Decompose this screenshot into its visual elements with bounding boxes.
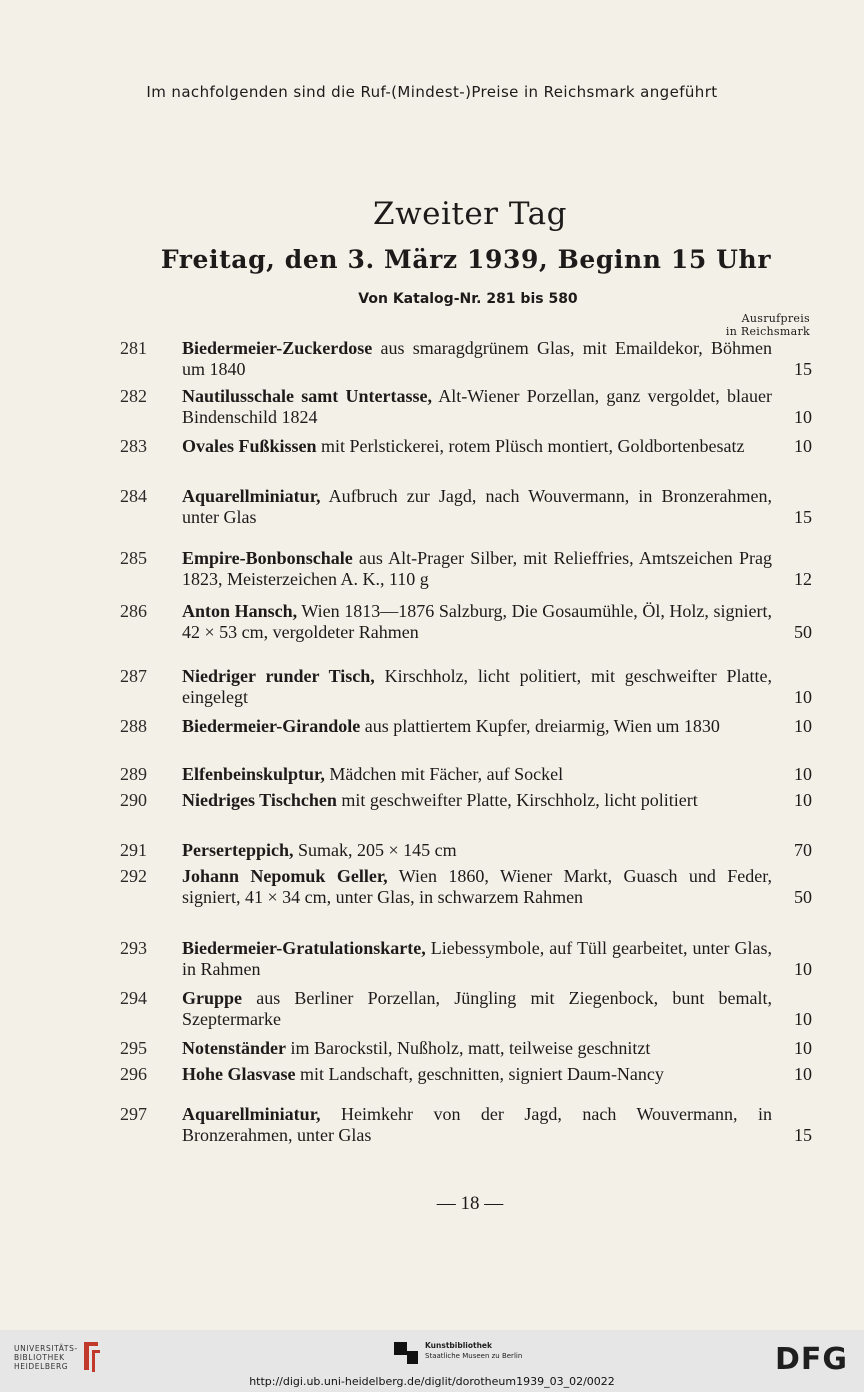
kb-line2: Staatliche Museen zu Berlin xyxy=(425,1352,523,1360)
lot-details: mit geschweifter Platte, Kirschholz, licht politiert xyxy=(336,790,698,810)
lot-entry xyxy=(120,988,812,1029)
kb-line1: Kunstbibliothek xyxy=(425,1341,493,1350)
lot-number: 282 xyxy=(120,386,147,406)
lot-entry xyxy=(120,386,812,427)
lot-name: Biedermeier-Gratulationskarte, xyxy=(182,938,426,958)
lot-price: 70 xyxy=(794,840,812,860)
lot-name: Elfenbeinskulptur, xyxy=(182,764,325,784)
lot-price: 50 xyxy=(794,621,812,642)
lot-entry xyxy=(120,1064,812,1085)
lot-name: Niedriger runder Tisch, xyxy=(182,666,375,686)
page-number: — 18 — xyxy=(436,1193,504,1214)
lot-description xyxy=(182,866,812,907)
lot-entry xyxy=(120,1104,812,1145)
lot-entry xyxy=(120,666,812,707)
lot-description xyxy=(182,338,812,379)
lot-details: Wien 1860, Wiener Markt, Guasch und Feder, signiert, 41 × 34 cm, unter Glas, in schwarzem Rahmen xyxy=(182,866,772,907)
lot-details: aus plattiertem Kupfer, dreiarmig, Wien um 1830 xyxy=(360,716,720,736)
source-url[interactable]: http://digi.ub.uni-heidelberg.de/diglit/dorotheum1939_03_02/0022 xyxy=(249,1375,615,1388)
price-header-line2: in Reichsmark xyxy=(725,325,810,338)
lot-number: 289 xyxy=(120,764,147,784)
lot-entry xyxy=(120,486,812,527)
lot-description xyxy=(182,840,812,861)
lot-description xyxy=(182,1064,812,1085)
lot-details: im Barockstil, Nußholz, matt, teilweise geschnitzt xyxy=(286,1038,651,1058)
price-header-line1: Ausrufpreis xyxy=(741,312,810,325)
lot-description xyxy=(182,666,812,707)
lot-description xyxy=(182,436,812,457)
lot-price: 10 xyxy=(794,686,812,707)
lot-entry xyxy=(120,938,812,979)
lot-entry xyxy=(120,764,812,785)
lot-price: 10 xyxy=(794,1064,812,1084)
lot-number: 286 xyxy=(120,601,147,621)
lot-price: 15 xyxy=(794,1124,812,1145)
dfg-logo[interactable]: DFG xyxy=(774,1342,848,1377)
lot-entry xyxy=(120,436,812,457)
lot-name: Empire-Bonbonschale xyxy=(182,548,353,568)
lot-number: 285 xyxy=(120,548,147,568)
lot-entry xyxy=(120,790,812,811)
lot-description xyxy=(182,548,812,589)
kunstbibliothek-label[interactable] xyxy=(425,1341,522,1361)
lot-price: 50 xyxy=(794,886,812,907)
lot-name: Nautilusschale samt Untertasse, xyxy=(182,386,432,406)
lot-price: 10 xyxy=(794,958,812,979)
lot-details: Alt-Wiener Porzellan, ganz vergoldet, blauer Bindenschild 1824 xyxy=(182,386,772,427)
lot-description xyxy=(182,1104,812,1145)
lot-number: 283 xyxy=(120,436,147,456)
lot-price: 10 xyxy=(794,436,812,456)
lot-name: Anton Hansch, xyxy=(182,601,298,621)
lot-description xyxy=(182,988,812,1029)
catalog-range: Von Katalog-Nr. 281 bis 580 xyxy=(358,291,578,307)
kunstbibliothek-logo-icon xyxy=(394,1342,418,1364)
lot-description xyxy=(182,764,812,785)
lot-name: Ovales Fußkissen xyxy=(182,436,317,456)
header-note: Im nachfolgenden sind die Ruf-(Mindest-)Preise in Reichsmark angeführt xyxy=(146,83,718,101)
lot-price: 10 xyxy=(794,1008,812,1029)
uni-line1: UNIVERSITÄTS- xyxy=(14,1344,78,1353)
lot-number: 297 xyxy=(120,1104,147,1124)
lot-entry xyxy=(120,1038,812,1059)
lot-description xyxy=(182,716,812,737)
lot-description xyxy=(182,386,812,427)
lot-number: 296 xyxy=(120,1064,147,1084)
lot-name: Aquarellminiatur, xyxy=(182,486,321,506)
lot-details: aus Berliner Porzellan, Jüngling mit Ziegenbock, bunt bemalt, Szeptermarke xyxy=(182,988,772,1029)
lot-entry xyxy=(120,601,812,642)
lot-price: 10 xyxy=(794,764,812,784)
lot-details: Heimkehr von der Jagd, nach Wouvermann, in Bronzerahmen, unter Glas xyxy=(182,1104,772,1145)
lot-details: aus smaragdgrünem Glas, mit Emaildekor, Böhmen um 1840 xyxy=(182,338,772,379)
lot-name: Biedermeier-Zuckerdose xyxy=(182,338,373,358)
lot-entry xyxy=(120,866,812,907)
lot-description xyxy=(182,790,812,811)
lot-details: mit Landschaft, geschnitten, signiert Daum-Nancy xyxy=(295,1064,664,1084)
price-column-header xyxy=(726,312,810,338)
lot-price: 12 xyxy=(794,568,812,589)
lot-number: 281 xyxy=(120,338,147,358)
lot-name: Notenständer xyxy=(182,1038,286,1058)
lot-details: Aufbruch zur Jagd, nach Wouvermann, in Bronzerahmen, unter Glas xyxy=(182,486,772,527)
lot-number: 292 xyxy=(120,866,147,886)
lot-price: 10 xyxy=(794,790,812,810)
lot-number: 293 xyxy=(120,938,147,958)
lot-details: Mädchen mit Fächer, auf Sockel xyxy=(324,764,564,784)
day-title: Zweiter Tag xyxy=(373,196,567,232)
lot-details: Wien 1813—1876 Salzburg, Die Gosaumühle, Öl, Holz, signiert, 42 × 53 cm, vergoldeter Rahmen xyxy=(182,601,773,642)
lot-name: Perserteppich, xyxy=(182,840,294,860)
lot-details: Sumak, 205 × 145 cm xyxy=(293,840,457,860)
lot-price: 15 xyxy=(794,358,812,379)
lot-number: 294 xyxy=(120,988,147,1008)
lot-description xyxy=(182,486,812,527)
date-line: Freitag, den 3. März 1939, Beginn 15 Uhr xyxy=(160,245,772,274)
lot-description xyxy=(182,938,812,979)
lot-number: 295 xyxy=(120,1038,147,1058)
lot-price: 10 xyxy=(794,716,812,736)
lot-name: Biedermeier-Girandole xyxy=(182,716,361,736)
lot-price: 10 xyxy=(794,406,812,427)
lot-name: Johann Nepomuk Geller, xyxy=(182,866,388,886)
lot-entry xyxy=(120,338,812,379)
uni-line2: BIBLIOTHEK xyxy=(14,1353,65,1362)
lot-description xyxy=(182,1038,812,1059)
lot-number: 284 xyxy=(120,486,147,506)
lot-name: Hohe Glasvase xyxy=(182,1064,296,1084)
lot-entry xyxy=(120,716,812,737)
lot-details: Kirschholz, licht politiert, mit geschweifter Platte, eingelegt xyxy=(182,666,772,707)
lot-entry xyxy=(120,548,812,589)
university-library-logo[interactable] xyxy=(14,1344,78,1371)
university-emblem-icon xyxy=(80,1340,102,1374)
uni-line3: HEIDELBERG xyxy=(14,1362,69,1371)
lot-details: mit Perlstickerei, rotem Plüsch montiert, Goldbortenbesatz xyxy=(316,436,745,456)
lot-details: Liebessymbole, auf Tüll gearbeitet, unter Glas, in Rahmen xyxy=(182,938,772,979)
lot-name: Aquarellminiatur, xyxy=(182,1104,321,1124)
lot-number: 288 xyxy=(120,716,147,736)
lot-number: 290 xyxy=(120,790,147,810)
lot-number: 287 xyxy=(120,666,147,686)
lot-description xyxy=(182,601,812,642)
lot-price: 15 xyxy=(794,506,812,527)
lot-number: 291 xyxy=(120,840,147,860)
lot-entry xyxy=(120,840,812,861)
lot-price: 10 xyxy=(794,1038,812,1058)
lot-name: Gruppe xyxy=(182,988,243,1008)
footer-bar xyxy=(0,1330,864,1392)
lot-name: Niedriges Tischchen xyxy=(182,790,337,810)
lot-details: aus Alt-Prager Silber, mit Relieffries, Amtszeichen Prag 1823, Meisterzeichen A. K., 110 g xyxy=(182,548,772,589)
